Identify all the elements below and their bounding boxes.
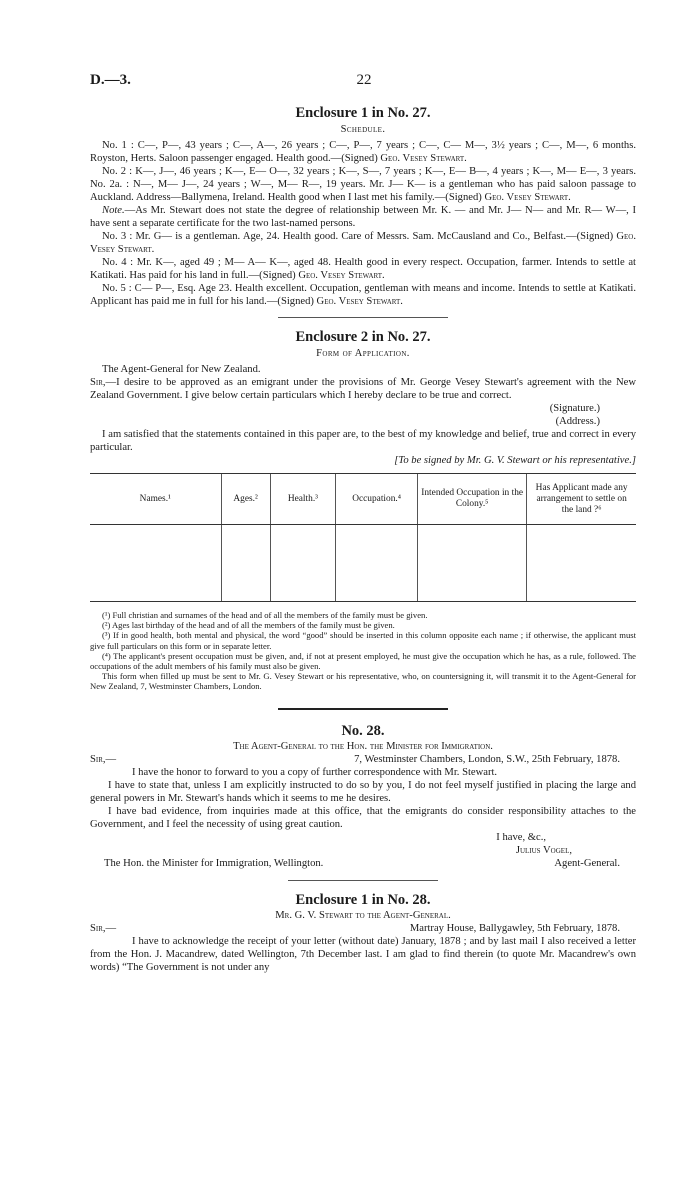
table-cell xyxy=(336,525,418,602)
column-header-health: Health.³ xyxy=(270,474,336,525)
form-declaration: I am satisfied that the statements contained in this paper are, to the best of my knowledge and belief, true and correct in every particular. xyxy=(90,429,636,453)
page-number: 22 xyxy=(356,72,372,88)
countersign-note: [To be signed by Mr. G. V. Stewart or his representative.] xyxy=(394,455,636,466)
form-footnotes xyxy=(90,610,636,692)
schedule-entry-4: No. 4 : Mr. K—, aged 49 ; M— A— K—, aged 48. Health good in every respect. Occupation, farmer. Intends to settle at Katikati. Has paid for his land in full.—(Signed) Geo. Vesey Stewart. xyxy=(90,257,636,281)
no28-recipient: The Hon. the Minister for Immigration, Wellington. xyxy=(104,857,324,869)
schedule-entry-2: No. 2 : K—, J—, 46 years ; K—, E— O—, 32 years ; K—, S—, 7 years ; K—, E— B—, 4 years ; K—, M— E—, 3 years. No. 2a. : N—, M— J—, 24 years ; W—, M— R—, 19 years. Mr. J— K— is a gentleman who has paid saloon passage to Auckland. Address—Ballymena, Ireland. Health good when I last met his family.—(Signed) Geo. Vesey Stewart. xyxy=(90,166,636,203)
table-row xyxy=(90,525,636,602)
section-divider xyxy=(278,317,448,318)
table-cell xyxy=(527,525,636,602)
footnote: (²) Ages last birthday of the head and of all the members of the family must be given. xyxy=(102,620,395,631)
table-header-row xyxy=(90,474,636,525)
enclosure-no28-salutation-row xyxy=(90,922,636,935)
section-divider xyxy=(288,880,438,881)
no28-paragraph-3: I have bad evidence, from inquiries made at this office, that the emigrants do consider responsibility attaches to the Government, and I feel the necessity of using great caution. xyxy=(90,805,636,830)
enclosure-no28-paragraph-1: I have to acknowledge the receipt of your letter (without date) January, 1878 ; and by last mail I also received a letter from the Hon. J. Macandrew, dated Wellington, 7th December last. I am glad to find therein (to quote Mr. Macandrew's own words) “The Government is not under any xyxy=(90,935,636,973)
footnote: (⁴) The applicant's present occupation must be given, and, if not at present employed, he must give the occupation which he has, as a rule, followed. The occupations of the adult members of his family must also be given. xyxy=(90,650,636,672)
document-reference: D.—3. xyxy=(90,72,131,88)
footnote: (¹) Full christian and surnames of the head and of all the members of the family must be given. xyxy=(102,610,428,620)
table-cell xyxy=(221,525,270,602)
no28-from-to: The Agent-General to the Hon. the Minister for Immigration. xyxy=(233,740,493,752)
schedule-entry-1: No. 1 : C—, P—, 43 years ; C—, A—, 26 years ; C—, P—, 7 years ; C—, C— M—, 3½ years ; C—, M—, 6 months. Royston, Herts. Saloon passenger engaged. Health good.—(Signed) Geo. Vesey Stewart. xyxy=(90,140,636,164)
address-line: (Address.) xyxy=(555,416,600,427)
schedule-heading: Schedule. xyxy=(340,124,386,135)
no28-salutation: Sir,— xyxy=(90,753,117,765)
column-header-land-arrangement: Has Applicant made any arrangement to settle on the land ?⁶ xyxy=(527,474,636,525)
table-cell xyxy=(418,525,527,602)
enclosure-1-no27-title: Enclosure 1 in No. 27. xyxy=(295,105,431,121)
column-header-ages: Ages.² xyxy=(221,474,270,525)
no28-address-date: 7, Westminster Chambers, London, S.W., 25th February, 1878. xyxy=(354,753,620,765)
enclosure-no28-from-to: Mr. G. V. Stewart to the Agent-General. xyxy=(275,909,451,921)
schedule-note: Note.—As Mr. Stewart does not state the degree of relationship between Mr. K. — and Mr. J— N— and Mr. R— W—, I have sent a separate certificate for the two last-named persons. xyxy=(90,205,636,229)
no28-title: No. 28. xyxy=(341,722,385,739)
enclosure-2-no27-title: Enclosure 2 in No. 27. xyxy=(295,329,431,345)
footnote: (³) If in good health, both mental and physical, the word “good” should be inserted in this column opposite each name ; if otherwise, the applicant must give full particulars on this form or in separate letter. xyxy=(90,630,636,651)
no28-recipient-row xyxy=(90,857,636,870)
signature-line: (Signature.) xyxy=(549,403,600,414)
form-body: Sir,—I desire to be approved as an emigrant under the provisions of Mr. George Vesey Stewart's agreement with the New Zealand Government. I give below certain particulars which I hereby declare to be true and correct. xyxy=(90,377,636,401)
no28-signer-title: Agent-General. xyxy=(554,857,620,869)
schedule-entry-3: No. 3 : Mr. G— is a gentleman. Age, 24. Health good. Care of Messrs. Sam. McCausland and Co., Belfast.—(Signed) Geo. Vesey Stewart. xyxy=(90,231,636,255)
no28-salutation-row xyxy=(90,753,636,766)
no28-paragraph-2: I have to state that, unless I am explicitly instructed to do so by you, I do not feel myself justified in placing the large and general powers in Mr. Stewart's hands which it seems to me he desires. xyxy=(90,779,636,804)
form-addressee: The Agent-General for New Zealand. xyxy=(102,364,261,375)
footnote: This form when filled up must be sent to Mr. G. Vesey Stewart or his representative, who, on countersigning it, will transmit it to the Agent-General for New Zealand, 7, Westminster Chambers, London. xyxy=(90,671,636,692)
no28-paragraph-1: I have the honor to forward to you a copy of further correspondence with Mr. Stewart. xyxy=(132,766,498,778)
no28-signer: Julius Vogel, xyxy=(515,844,572,856)
enclosure-1-no28-title: Enclosure 1 in No. 28. xyxy=(295,891,431,908)
section-divider-thick xyxy=(278,708,448,710)
enclosure-no28-salutation: Sir,— xyxy=(90,922,117,934)
page-body xyxy=(90,104,636,974)
enclosure-no28-address-date: Martray House, Ballygawley, 5th February, 1878. xyxy=(409,922,620,934)
application-table xyxy=(90,473,636,602)
table-cell xyxy=(90,525,221,602)
form-heading: Form of Application. xyxy=(316,348,410,359)
page-header xyxy=(90,72,638,92)
no28-closing: I have, &c., xyxy=(496,831,546,843)
column-header-occupation: Occupation.⁴ xyxy=(336,474,418,525)
schedule-entry-5: No. 5 : C— P—, Esq. Age 23. Health excellent. Occupation, gentleman with means and income. Intends to settle at Katikati. Applicant has paid me in full for his land.—(Signed) Geo. Vesey Stewart. xyxy=(90,283,636,307)
column-header-names: Names.¹ xyxy=(90,474,221,525)
column-header-intended-occupation: Intended Occupation in the Colony.⁵ xyxy=(418,474,527,525)
table-cell xyxy=(270,525,336,602)
